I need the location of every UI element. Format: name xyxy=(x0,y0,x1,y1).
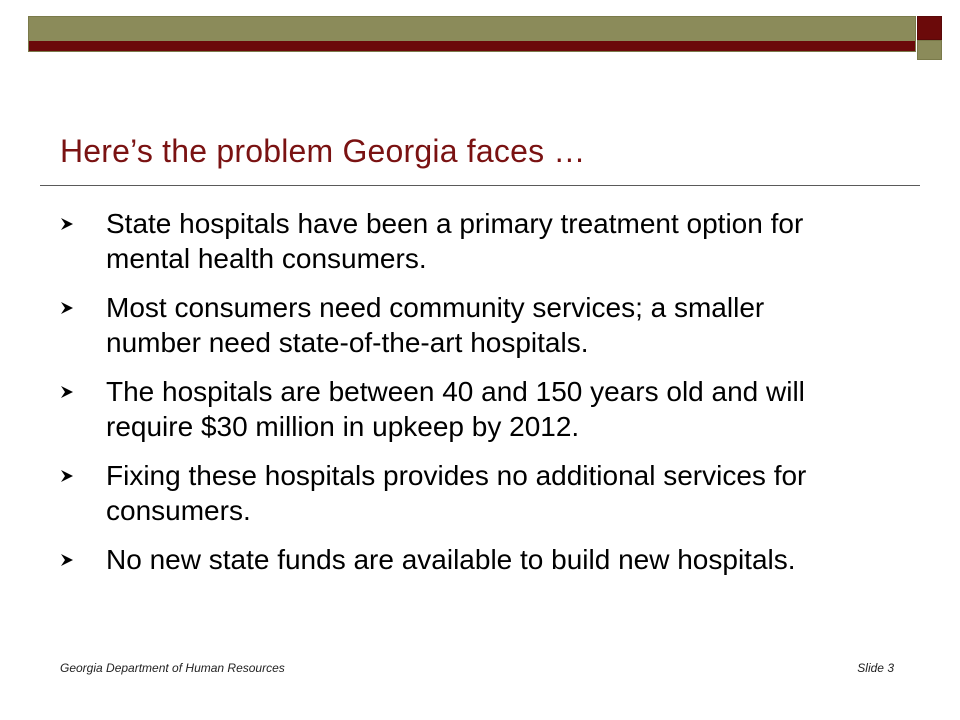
chevron-right-icon xyxy=(60,301,74,315)
bullet-text: Most consumers need community services; a smaller number need state-of-the-art hospitals. xyxy=(106,292,765,358)
chevron-right-icon xyxy=(60,553,74,567)
header-olive-band xyxy=(29,17,915,41)
bullet-text: No new state funds are available to build new hospitals. xyxy=(106,544,796,575)
header-maroon-band xyxy=(29,41,915,51)
footer-slide-number: Slide 3 xyxy=(857,661,894,675)
bullet-item xyxy=(60,374,860,444)
bullet-text: State hospitals have been a primary treatment option for mental health consumers. xyxy=(106,208,804,274)
chevron-right-icon xyxy=(60,385,74,399)
footer-organization: Georgia Department of Human Resources xyxy=(60,661,285,675)
bullet-text: The hospitals are between 40 and 150 years old and will require $30 million in upkeep by 2012. xyxy=(106,376,805,442)
chevron-right-icon xyxy=(60,469,74,483)
bullet-item xyxy=(60,458,860,528)
title-divider xyxy=(40,185,920,186)
bullet-list xyxy=(60,206,860,591)
bullet-text: Fixing these hospitals provides no additional services for consumers. xyxy=(106,460,807,526)
header-decoration-bar xyxy=(28,16,916,52)
bullet-item xyxy=(60,206,860,276)
slide-title: Here’s the problem Georgia faces … xyxy=(60,133,586,169)
corner-maroon-square xyxy=(917,16,942,40)
bullet-item xyxy=(60,542,860,577)
chevron-right-icon xyxy=(60,217,74,231)
corner-olive-square xyxy=(917,40,942,60)
bullet-item xyxy=(60,290,860,360)
